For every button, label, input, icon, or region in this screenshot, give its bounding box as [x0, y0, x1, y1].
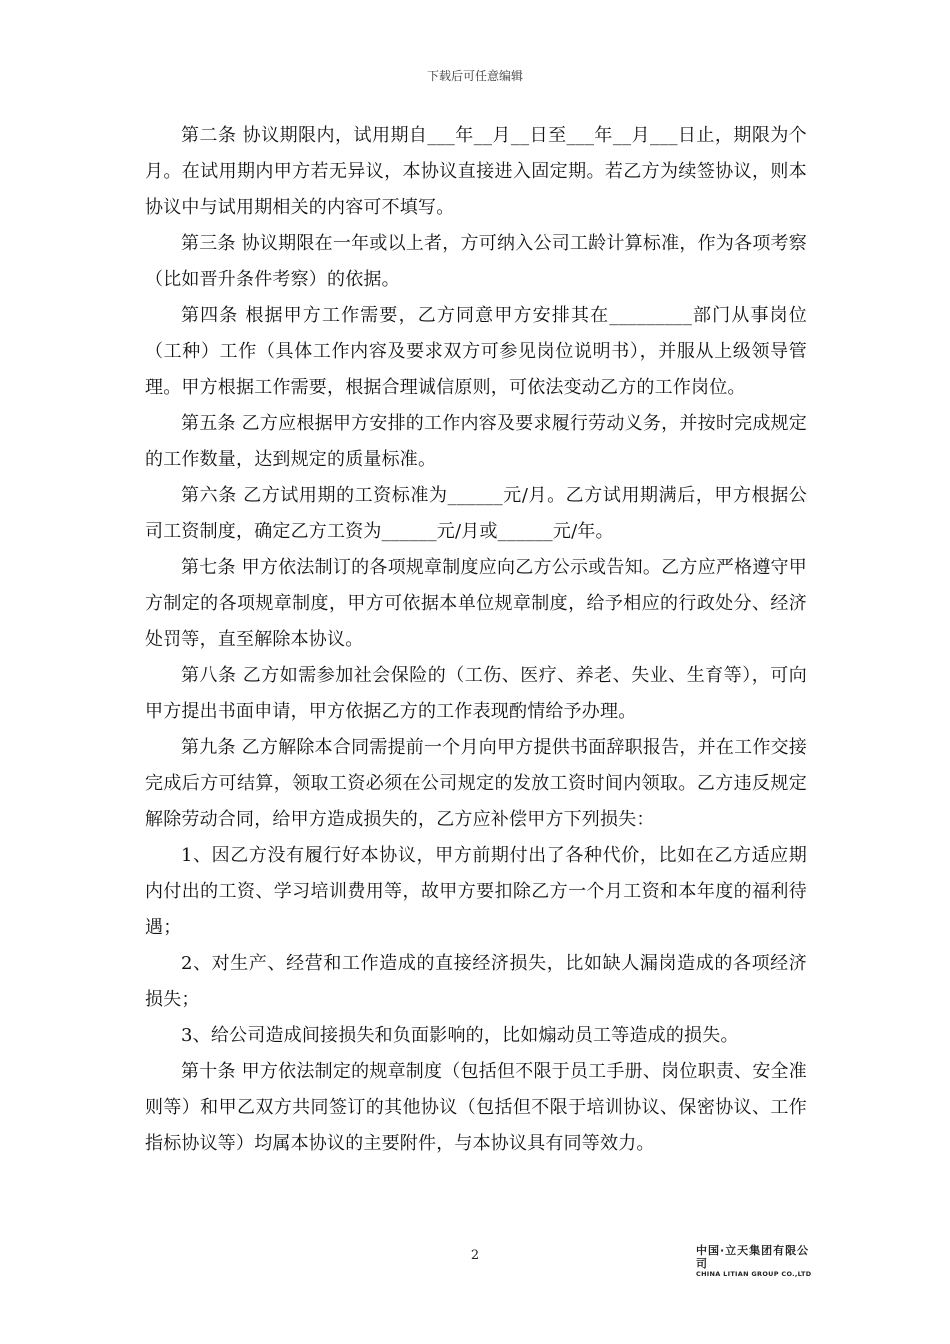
article-7: 第七条 甲方依法制订的各项规章制度应向乙方公示或告知。乙方应严格遵守甲方制定的各项规章制度，甲方可依据本单位规章制度，给予相应的行政处分、经济处罚等，直至解除本协议。: [145, 557, 807, 650]
article-9-item-3: 3、给公司造成间接损失和负面影响的，比如煽动员工等造成的损失。: [181, 1025, 739, 1046]
article-5: 第五条 乙方应根据甲方安排的工作内容及要求履行劳动义务，并按时完成规定的工作数量，达到规定的质量标准。: [145, 413, 807, 470]
company-logo: [696, 1244, 816, 1279]
logo-english-name: CHINA LITIAN GROUP CO.,LTD: [696, 1270, 812, 1278]
logo-chinese-name: 中国·立天集团有限公司: [696, 1244, 810, 1270]
page-number: 2: [470, 1248, 480, 1263]
page-header: 下载后可任意编辑: [426, 69, 523, 83]
article-3: 第三条 协议期限在一年或以上者，方可纳入公司工龄计算标准，作为各项考察（比如晋升条件考察）的依据。: [145, 233, 807, 290]
article-8: 第八条 乙方如需参加社会保险的（工伤、医疗、养老、失业、生育等），可向甲方提出书面申请，甲方依据乙方的工作表现酌情给予办理。: [145, 665, 807, 722]
article-6: 第六条 乙方试用期的工资标准为______元/月。乙方试用期满后，甲方根据公司工资制度，确定乙方工资为______元/月或______元/年。: [145, 485, 807, 542]
article-10: 第十条 甲方依法制定的规章制度（包括但不限于员工手册、岗位职责、安全准则等）和甲乙双方共同签订的其他协议（包括但不限于培训协议、保密协议、工作指标协议等）均属本协议的主要附件，与本协议具有同等效力。: [145, 1061, 807, 1154]
article-9-item-2: 2、对生产、经营和工作造成的直接经济损失，比如缺人漏岗造成的各项经济损失；: [145, 953, 807, 1010]
article-9-item-1: 1、因乙方没有履行好本协议，甲方前期付出了各种代价，比如在乙方适应期内付出的工资、学习培训费用等，故甲方要扣除乙方一个月工资和本年度的福利待遇；: [145, 845, 807, 938]
article-2: 第二条 协议期限内，试用期自___年__月__日至___年__月___日止，期限为个月。在试用期内甲方若无异议，本协议直接进入固定期。若乙方为续签协议，则本协议中与试用期相关的内容可不填写。: [145, 125, 807, 218]
article-4: 第四条 根据甲方工作需要，乙方同意甲方安排其在_________部门从事岗位（工种）工作（具体工作内容及要求双方可参见岗位说明书），并服从上级领导管理。甲方根据工作需要，根据合理诚信原则，可依法变动乙方的工作岗位。: [145, 305, 807, 398]
article-9: 第九条 乙方解除本合同需提前一个月向甲方提供书面辞职报告，并在工作交接完成后方可结算，领取工资必须在公司规定的发放工资时间内领取。乙方违反规定解除劳动合同，给甲方造成损失的，乙方应补偿甲方下列损失：: [145, 737, 807, 830]
document-body: [145, 118, 807, 1162]
